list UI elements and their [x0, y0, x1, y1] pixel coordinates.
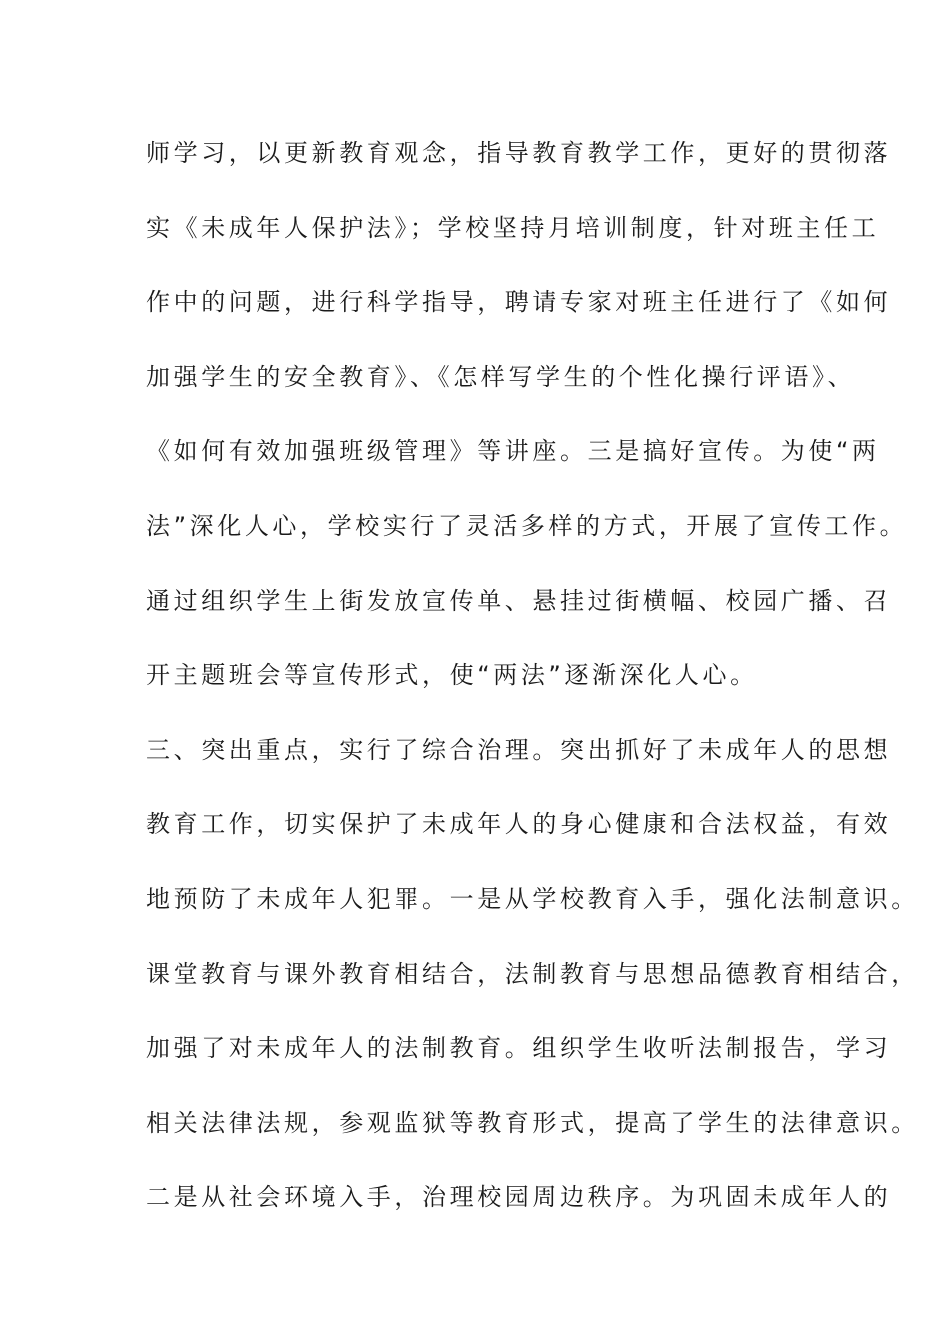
text-line: 实《未成年人保护法》；学校坚持月培训制度，针对班主任工	[146, 213, 880, 242]
text-line: 三、突出重点，实行了综合治理。突出抓好了未成年人的思想	[146, 735, 892, 764]
body-text	[146, 135, 919, 1254]
text-line: 教育工作，切实保护了未成年人的身心健康和合法权益，有效	[146, 810, 892, 839]
text-line: 师学习，以更新教育观念，指导教育教学工作，更好的贯彻落	[146, 139, 892, 167]
text-line: 通过组织学生上街发放宣传单、悬挂过街横幅、校园广播、召	[146, 586, 892, 615]
text-line: 开主题班会等宣传形式，使“两法”逐渐深化人心。	[146, 661, 758, 690]
text-line: 《如何有效加强班级管理》等讲座。三是搞好宣传。为使“两	[146, 437, 880, 466]
text-line: 相关法律法规，参观监狱等教育形式，提高了学生的法律意识。	[146, 1108, 919, 1137]
text-line: 地预防了未成年人犯罪。一是从学校教育入手，强化法制意识。	[146, 884, 919, 913]
text-line: 作中的问题，进行科学指导，聘请专家对班主任进行了《如何	[146, 288, 892, 317]
text-line: 加强学生的安全教育》、《怎样写学生的个性化操行评语》、	[146, 362, 856, 391]
text-line: 二是从社会环境入手，治理校园周边秩序。为巩固未成年人的	[146, 1183, 892, 1212]
text-line: 课堂教育与课外教育相结合，法制教育与思想品德教育相结合，	[146, 959, 919, 988]
text-line: 法”深化人心，学校实行了灵活多样的方式，开展了宣传工作。	[146, 511, 908, 540]
text-line: 加强了对未成年人的法制教育。组织学生收听法制报告，学习	[146, 1034, 892, 1063]
